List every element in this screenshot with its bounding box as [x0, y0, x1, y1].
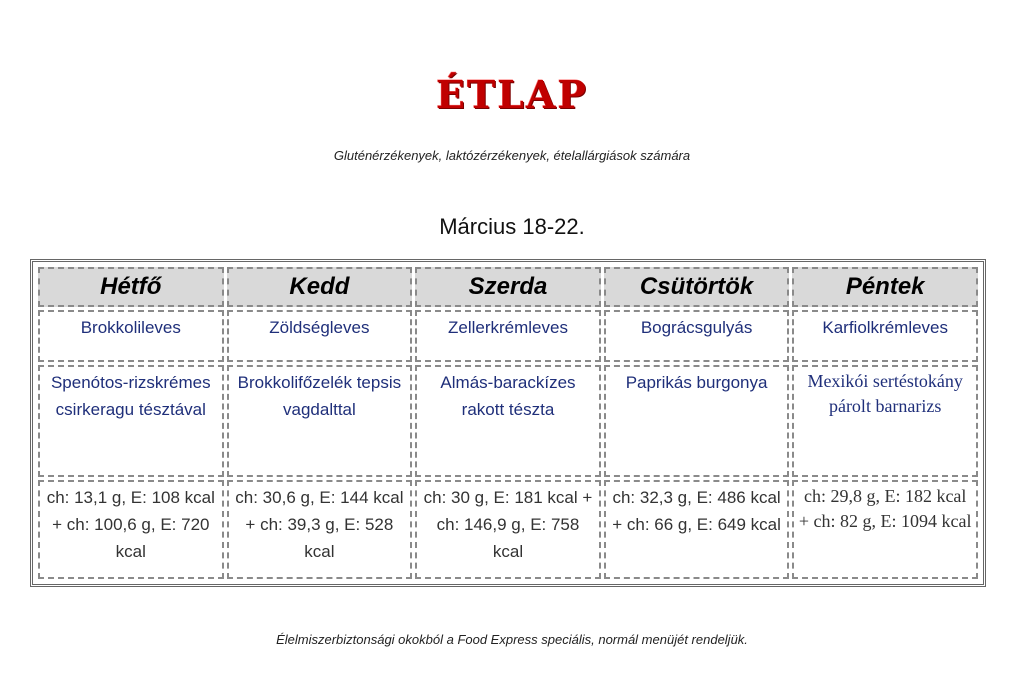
- nutrition-cell-tuesday: ch: 30,6 g, E: 144 kcal + ch: 39,3 g, E: 528 kcal: [227, 480, 413, 579]
- main-cell-monday: Spenótos-rizskrémes csirkeragu tésztával: [38, 365, 224, 477]
- nutrition-cell-thursday: ch: 32,3 g, E: 486 kcal + ch: 66 g, E: 649 kcal: [604, 480, 790, 579]
- soup-cell-friday: Karfiolkrémleves: [792, 310, 978, 362]
- day-header-wednesday: Szerda: [415, 267, 601, 307]
- soup-cell-tuesday: Zöldségleves: [227, 310, 413, 362]
- nutrition-row: [38, 480, 978, 579]
- footer-note: Élelmiszerbiztonsági okokból a Food Express speciális, normál menüjét rendeljük.: [276, 632, 748, 647]
- main-cell-friday: Mexikói sertéstokány párolt barnarizs: [792, 365, 978, 477]
- main-cell-thursday: Paprikás burgonya: [604, 365, 790, 477]
- page-subtitle: Gluténérzékenyek, laktózérzékenyek, ételallárgiások számára: [333, 148, 691, 163]
- soup-cell-wednesday: Zellerkrémleves: [415, 310, 601, 362]
- soup-row: [38, 310, 978, 362]
- nutrition-cell-wednesday: ch: 30 g, E: 181 kcal + ch: 146,9 g, E: 758 kcal: [415, 480, 601, 579]
- day-header-monday: Hétfő: [38, 267, 224, 307]
- day-header-thursday: Csütörtök: [604, 267, 790, 307]
- nutrition-cell-friday: ch: 29,8 g, E: 182 kcal + ch: 82 g, E: 1094 kcal: [792, 480, 978, 579]
- date-range: Március 18-22.: [439, 214, 585, 239]
- main-cell-wednesday: Almás-barackízes rakott tészta: [415, 365, 601, 477]
- main-course-row: [38, 365, 978, 477]
- day-header-tuesday: Kedd: [227, 267, 413, 307]
- page-title: ÉTLAP: [435, 72, 589, 117]
- menu-table-frame: [30, 259, 986, 587]
- soup-cell-thursday: Bográcsgulyás: [604, 310, 790, 362]
- day-header-row: [38, 267, 978, 307]
- menu-table: [35, 264, 981, 582]
- day-header-friday: Péntek: [792, 267, 978, 307]
- soup-cell-monday: Brokkolileves: [38, 310, 224, 362]
- main-cell-tuesday: Brokkolifőzelék tepsis vagdalttal: [227, 365, 413, 477]
- nutrition-cell-monday: ch: 13,1 g, E: 108 kcal + ch: 100,6 g, E: 720 kcal: [38, 480, 224, 579]
